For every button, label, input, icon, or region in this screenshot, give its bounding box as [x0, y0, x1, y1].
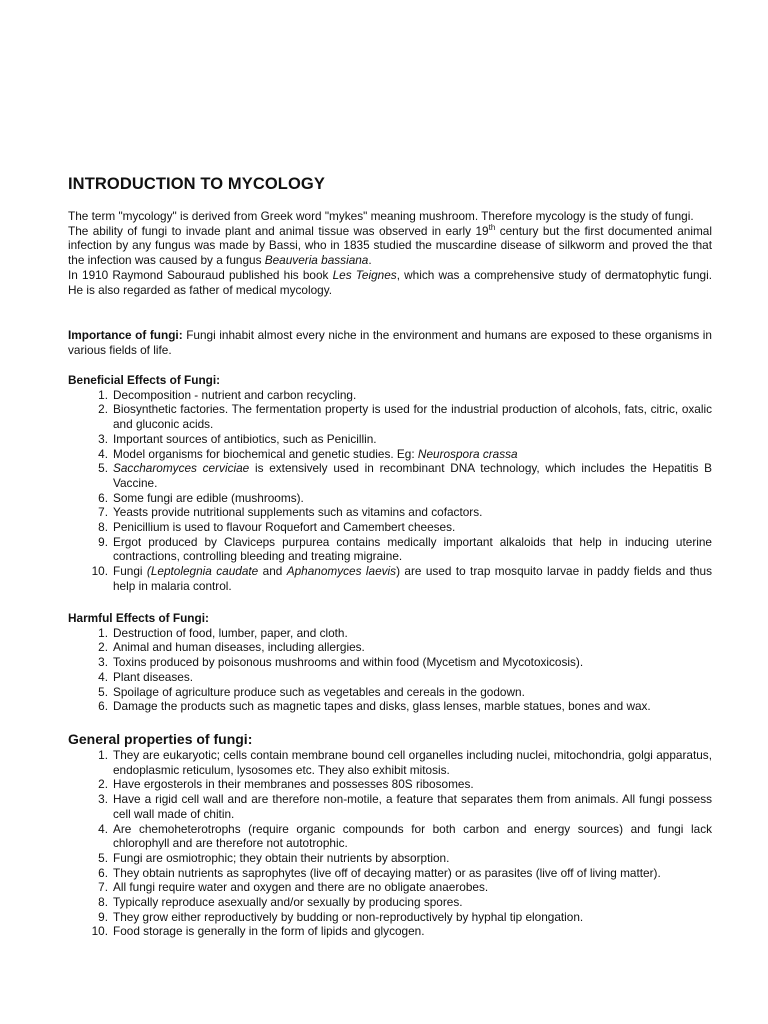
list-item: 5. Spoilage of agriculture produce such as vegetables and cereals in the godown. — [98, 684, 525, 699]
list-item: 4. Model organisms for biochemical and genetic studies. Eg: Neurospora crassa — [98, 446, 518, 461]
intro-p2-text-a: The ability of fungi to invade plant and animal tissue was observed in early 19 — [68, 223, 489, 238]
list-item: 7. All fungi require water and oxygen and there are no obligate anaerobes. — [98, 880, 489, 895]
list-item: 1. They are eukaryotic; cells contain membrane bound cell organelles including nuclei, mitochondria, golgi apparatus, endoplasmic reticulum, lysosomes etc. They also exhibit mitosis. — [98, 748, 712, 777]
intro-p2-superscript: th — [488, 222, 496, 232]
beneficial-list — [68, 388, 712, 594]
list-item: 2. Have ergosterols in their membranes and possesses 80S ribosomes. — [98, 777, 474, 792]
harmful-section — [68, 611, 712, 714]
intro-p2-text-b: century but the first documented animal infection by any fungus was made by Bassi, who in 1835 studied the muscardine disease of silkworm and proved the that the infection was caused by a fungus — [68, 223, 712, 268]
list-item: 6. Damage the products such as magnetic tapes and disks, glass lenses, marble statues, bones and wax. — [98, 699, 651, 714]
importance-section — [68, 328, 712, 357]
list-item: 10. Fungi (Leptolegnia caudate and Aphanomyces laevis) are used to trap mosquito larvae in paddy fields and thus help in malaria control. — [91, 564, 713, 593]
intro-p2-species: Beauveria bassiana — [264, 253, 369, 268]
general-properties-heading: General properties of fungi: — [68, 731, 253, 747]
list-item: 9. They grow either reproductively by budding or non-reproductively by hyphal tip elongation. — [98, 909, 584, 924]
list-item: 10. Food storage is generally in the form of lipids and glycogen. — [91, 924, 425, 939]
list-item: 2. Biosynthetic factories. The fermentation property is used for the industrial production of alcohols, fats, citric, oxalic and gluconic acids. — [98, 402, 712, 432]
list-item: 3. Important sources of antibiotics, such as Penicillin. — [98, 431, 377, 446]
harmful-list — [68, 626, 712, 714]
list-item: 6. They obtain nutrients as saprophytes (live off of decaying matter) or as parasites (live off of living matter). — [98, 865, 661, 880]
page-title: INTRODUCTION TO MYCOLOGY — [68, 175, 325, 193]
intro-p1-text: The term "mycology" is derived from Greek word "mykes" meaning mushroom. Therefore mycology is the study of fungi. — [68, 209, 694, 223]
intro-paragraph-3 — [68, 268, 712, 297]
list-item: 2. Animal and human diseases, including allergies. — [98, 640, 365, 655]
intro-paragraph-1 — [68, 209, 712, 224]
general-properties-section — [68, 731, 712, 939]
beneficial-heading: Beneficial Effects of Fungi: — [68, 373, 221, 387]
list-item: 5. Fungi are osmiotrophic; they obtain their nutrients by absorption. — [98, 850, 450, 865]
list-item: 5. Saccharomyces cerviciae is extensively used in recombinant DNA technology, which includes the Hepatitis B Vaccine. — [98, 461, 712, 490]
beneficial-section — [68, 373, 712, 594]
intro-p2-end: . — [368, 253, 372, 268]
list-item: 4. Plant diseases. — [98, 669, 194, 684]
importance-text: Fungi inhabit almost every niche in the environment and humans are exposed to these organisms in various fields of life. — [68, 328, 712, 357]
intro-p3-text-a: In 1910 Raymond Sabouraud published his book — [68, 267, 333, 282]
intro-section — [68, 209, 712, 297]
list-item: 3. Have a rigid cell wall and are therefore non-motile, a feature that separates them from animals. All fungi possess cell wall made of chitin. — [98, 792, 712, 821]
list-item: 3. Toxins produced by poisonous mushrooms and within food (Mycetism and Mycotoxicosis). — [98, 655, 584, 670]
list-item: 4. Are chemoheterotrophs (require organic compounds for both carbon and energy sources) and fungi lack chlorophyll and are therefore not autotrophic. — [98, 821, 712, 851]
harmful-heading: Harmful Effects of Fungi: — [68, 611, 209, 625]
list-item: 6. Some fungi are edible (mushrooms). — [98, 490, 304, 505]
intro-paragraph-2 — [68, 224, 712, 268]
list-item: 9. Ergot produced by Claviceps purpurea contains medically important alkaloids that help in inducing uterine contractions, controlling bleeding and treating migraine. — [98, 534, 712, 564]
importance-label: Importance of fungi: — [68, 328, 183, 342]
list-item: 7. Yeasts provide nutritional supplements such as vitamins and cofactors. — [98, 505, 483, 520]
importance-paragraph — [68, 328, 712, 357]
general-properties-list — [68, 748, 712, 939]
list-item: 1. Destruction of food, lumber, paper, and cloth. — [98, 625, 348, 640]
list-item: 8. Typically reproduce asexually and/or sexually by producing spores. — [98, 895, 463, 910]
intro-p3-text-b: , which was a comprehensive study of dermatophytic fungi. He is also regarded as father of medical mycology. — [68, 267, 712, 297]
intro-p3-book-title: Les Teignes — [332, 267, 397, 282]
list-item: 1. Decomposition - nutrient and carbon recycling. — [98, 387, 357, 402]
list-item: 8. Penicillium is used to flavour Roquefort and Camembert cheeses. — [98, 520, 456, 535]
